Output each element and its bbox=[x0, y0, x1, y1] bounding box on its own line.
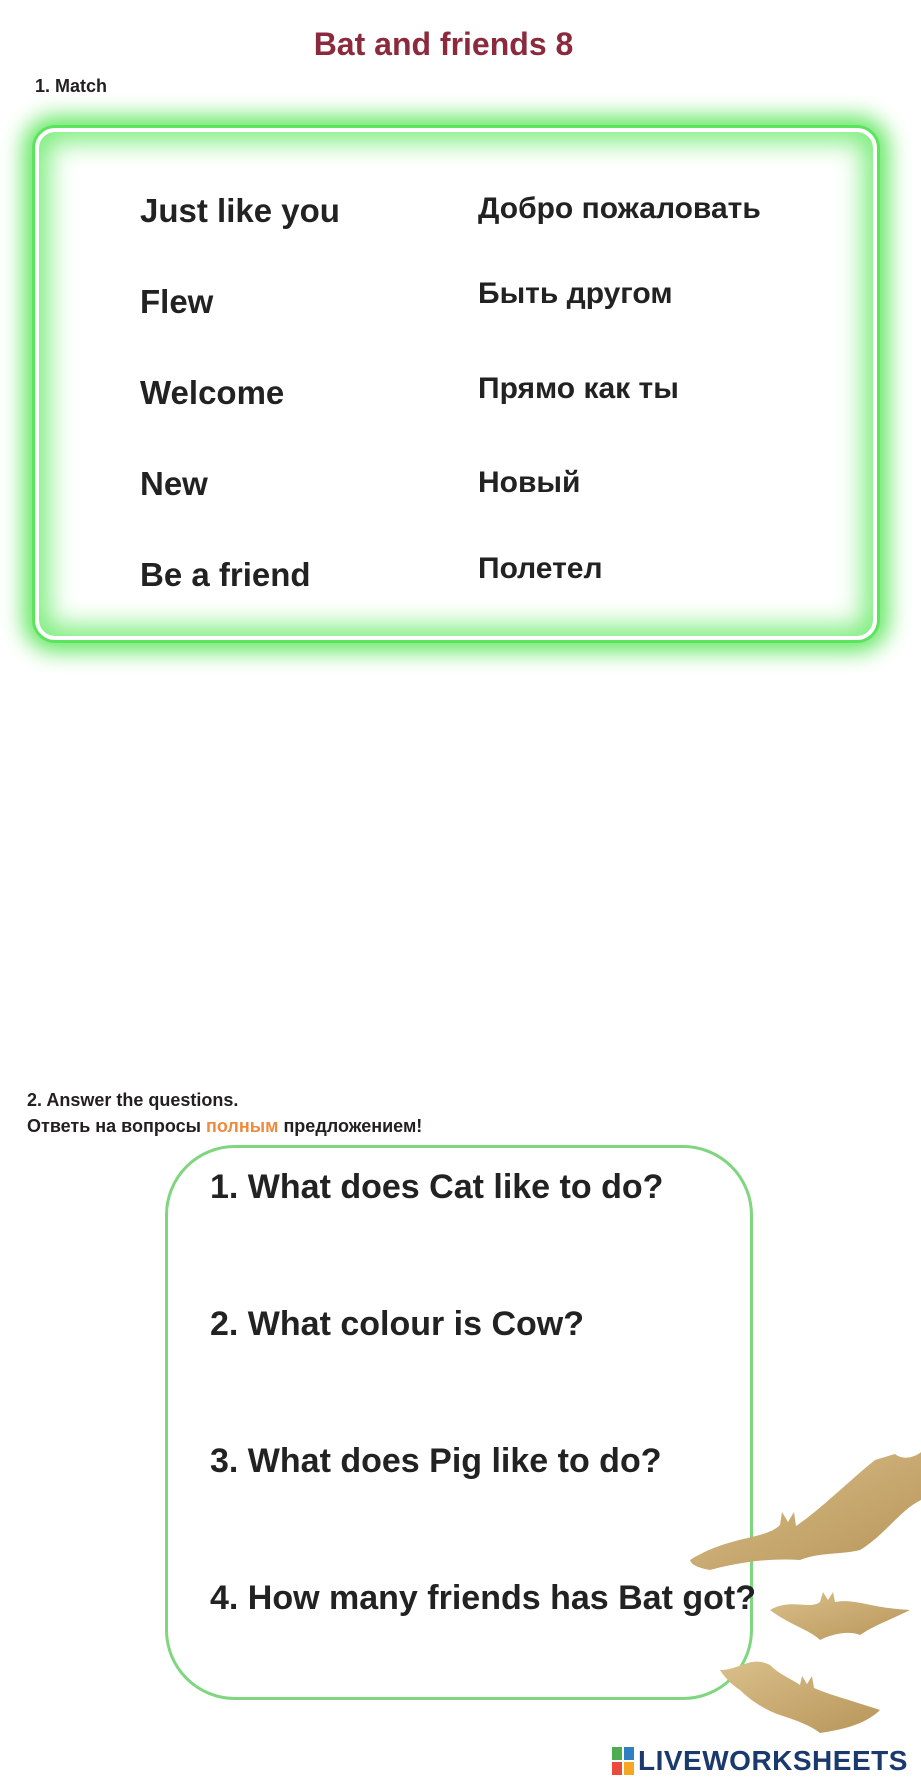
match-russian-3[interactable]: Прямо как ты bbox=[478, 372, 679, 405]
match-russian-4[interactable]: Новый bbox=[478, 466, 581, 499]
liveworksheets-mark-icon bbox=[612, 1747, 634, 1775]
match-english-1[interactable]: Just like you bbox=[140, 192, 340, 229]
section-1-heading: 1. Match bbox=[35, 76, 108, 96]
match-russian-1[interactable]: Добро пожаловать bbox=[478, 192, 761, 225]
match-english-3[interactable]: Welcome bbox=[140, 374, 285, 411]
question-3: 3. What does Pig like to do? bbox=[210, 1442, 662, 1480]
bat-middle-icon bbox=[770, 1592, 910, 1640]
page-title: Bat and friends 8 bbox=[313, 26, 574, 62]
question-4: 4. How many friends has Bat got? bbox=[210, 1579, 756, 1617]
section-2-heading: 2. Answer the questions. bbox=[27, 1090, 239, 1110]
question-2: 2. What colour is Cow? bbox=[210, 1305, 585, 1343]
match-russian-2[interactable]: Быть другом bbox=[478, 277, 673, 310]
bats-illustration bbox=[670, 1440, 921, 1740]
match-english-4[interactable]: New bbox=[140, 465, 208, 502]
match-english-5[interactable]: Be a friend bbox=[140, 556, 311, 593]
bat-small-icon bbox=[720, 1662, 880, 1733]
instruction-text-before: Ответь на вопросы bbox=[27, 1116, 207, 1136]
match-russian-5[interactable]: Полетел bbox=[478, 552, 603, 585]
instruction-highlight: полным bbox=[206, 1116, 279, 1136]
instruction-text-after: предложением! bbox=[278, 1116, 423, 1136]
liveworksheets-logo bbox=[612, 1745, 908, 1777]
question-1: 1. What does Cat like to do? bbox=[210, 1168, 664, 1206]
section-2-instruction bbox=[27, 1116, 422, 1137]
liveworksheets-text: LIVEWORKSHEETS bbox=[638, 1745, 908, 1776]
bat-large-icon bbox=[690, 1452, 921, 1570]
match-english-2[interactable]: Flew bbox=[140, 283, 214, 320]
